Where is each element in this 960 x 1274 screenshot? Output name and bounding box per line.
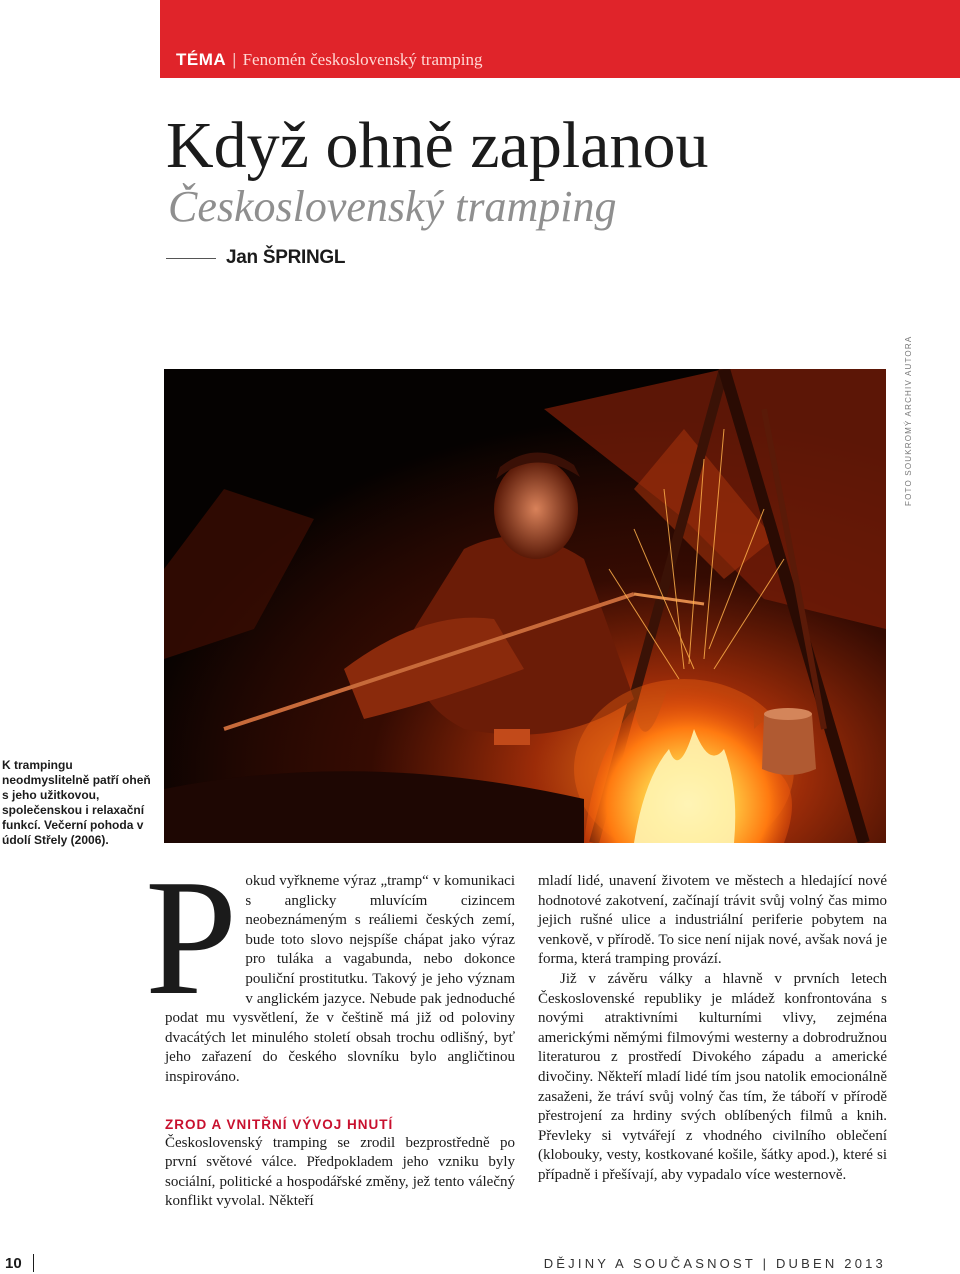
section-heading: ZROD A VNITŘNÍ VÝVOJ HNUTÍ xyxy=(165,1116,394,1132)
page-number: 10 xyxy=(5,1255,22,1272)
campfire-illustration xyxy=(164,369,886,843)
photo-credit xyxy=(893,335,913,512)
section-separator: | xyxy=(232,50,237,69)
article-column-right xyxy=(538,872,887,1186)
article-subtitle: Československý tramping xyxy=(168,182,617,231)
photo-caption: K trampingu neodmyslitelně patří oheň s jeho užitkovou, společenskou i relaxační funkcí. Večerní pohoda v údolí Střely (2006). xyxy=(2,758,151,847)
section-topic: Fenomén československý tramping xyxy=(242,50,483,69)
drop-cap: P xyxy=(145,845,238,1029)
paragraph-continuation: mladí lidé, unavení životem ve městech a hledající nové hodnotové zakotvení, začínají trávit svůj volný čas mimo jejich rušné ulice a industriální periferie pobytem na venkově, v přírodě. To sice není nijak nové, avšak nová je forma, která tramping provází. xyxy=(538,873,887,968)
article-author: Jan ŠPRINGL xyxy=(226,247,346,268)
magazine-footer: DĚJINY A SOUČASNOST | DUBEN 2013 xyxy=(543,1256,886,1271)
section-banner xyxy=(160,0,960,78)
article-column-left xyxy=(145,845,515,1212)
paragraph-influences: Již v závěru války a hlavně v prvních letech Československé republiky je mládež konfrontována s novými atraktivními kulturními vlivy, zejména americkými němými filmovými westerny a dobrodružnou literaturou z prostředí Divokého západu a americké divočiny. Někteří mladí lidé tím jsou natolik emocionálně zasaženi, že tráví svůj volný čas tím, že táboří v přírodě přestrojení za hrdiny svých oblíbených filmů a knih. Převleky si vytvářejí z vhodného civilního oblečení (klobouky, vesty, kostkované košile, šátky apod.), které si případně i přešívají, aby vypadalo více westernově. xyxy=(538,970,887,1183)
section-label: TÉMA xyxy=(176,50,227,69)
photo-credit-text: FOTO SOUKROMÝ ARCHIV AUTORA xyxy=(904,335,913,506)
paragraph-origin: Československý tramping se zrodil bezprostředně po první světové válce. Předpokladem jeho vzniku byly sociální, politické a hospodářské změny, jež tento válečný konflikt vyvolal. Někteří xyxy=(165,1134,515,1210)
article-title: Když ohně zaplanou xyxy=(166,109,709,182)
banner-line xyxy=(176,48,482,72)
paragraph-intro: okud vyřkneme výraz „tramp“ v komunikaci s anglicky mluvícím cizincem neobeznámeným s reáliemi českých zemí, bude toto slovo nejspíše chápat jako výraz pro tuláka a vagabunda, nebo dokonce pouliční prostitutku. Takový je jeho význam v anglickém jazyce. Nebude pak jednoduché podat mu vysvětlení, že v češtině má již od poloviny dvacátých let minulého století obsah trochu odlišný, byť jeho zařazení do českého slovníku bylo angličtinou inspirováno. xyxy=(165,873,515,1085)
page-number-divider xyxy=(33,1254,34,1272)
author-rule xyxy=(166,258,216,259)
campfire-photo xyxy=(164,369,886,843)
